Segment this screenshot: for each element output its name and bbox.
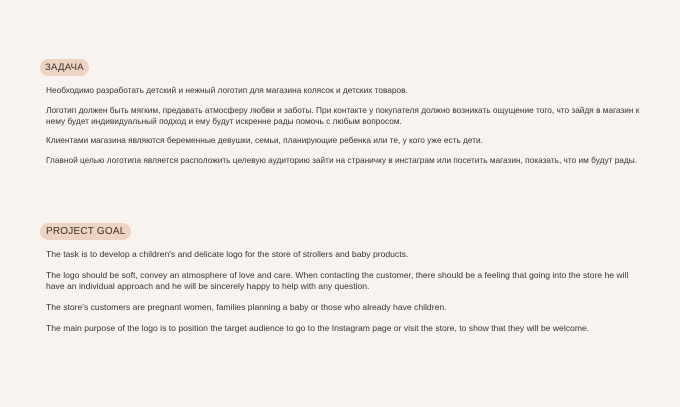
paragraphs-ru xyxy=(40,85,640,166)
paragraph-en-1: The task is to develop a children's and delicate logo for the store of strollers and baby products. xyxy=(46,249,409,259)
paragraph-ru-1: Необходимо разработать детский и нежный логотип для магазина колясок и детских товаров. xyxy=(46,85,408,95)
paragraph-ru-2: Логотип должен быть мягким, предавать атмосферу любви и заботы. При контакте у покупателя должно возникать ощущение того, что зайдя в магазин к нему будет индивидуальный подход и ему будут искренне рады помочь с любым вопросом. xyxy=(46,104,640,126)
paragraph-ru-4: Главной целью логотипа является расположить целевую аудиторию зайти на страничку в инстаграм или посетить магазин, показать, что им будут рады. xyxy=(46,155,638,166)
task-section-ru xyxy=(40,57,640,175)
paragraphs-en xyxy=(40,249,640,334)
project-goal-section-en xyxy=(40,221,640,344)
paragraph-en-3: The store's customers are pregnant women, families planning a baby or those who already have children. xyxy=(46,302,447,312)
paragraph-en-4: The main purpose of the logo is to position the target audience to go to the Instagram page or visit the store, to show that they will be welcome. xyxy=(46,323,590,333)
paragraph-ru-3: Клиентами магазина являются беременные девушки, семьи, планирующие ребенка или те, у кого уже есть дети. xyxy=(46,135,483,146)
paragraph-en-2: The logo should be soft, convey an atmosphere of love and care. When contacting the customer, there should be a feeling that going into the store he will have an individual approach and he will be sincerely happy to help with any question. xyxy=(46,270,629,291)
section-heading-ru: ЗАДАЧА xyxy=(40,59,89,76)
section-heading-en: PROJECT GOAL xyxy=(40,223,131,240)
